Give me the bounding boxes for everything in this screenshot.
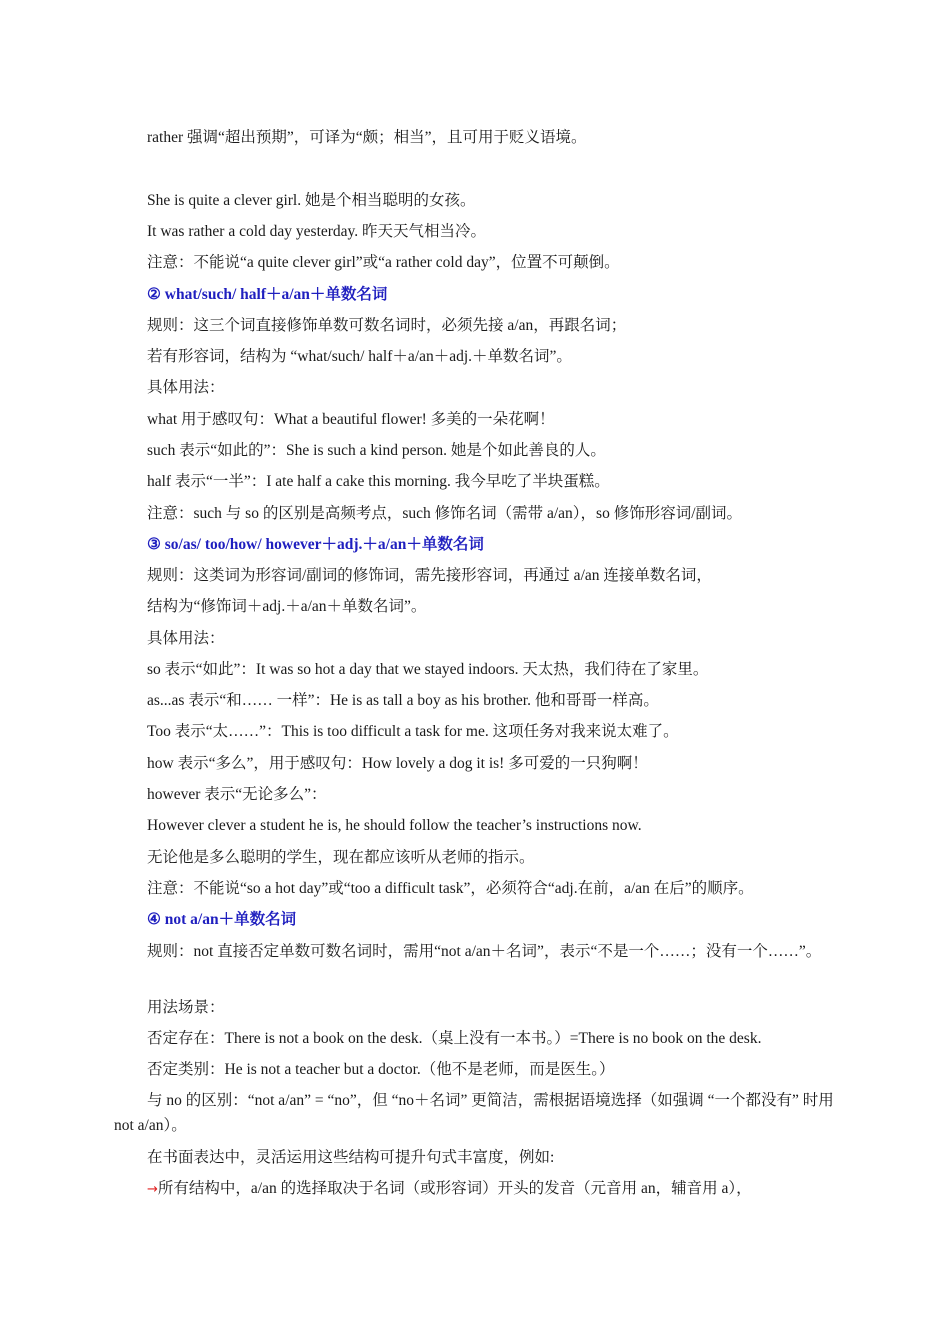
rule-line: 规则：这类词为形容词/副词的修饰词，需先接形容词，再通过 a/an 连接单数名词，	[147, 567, 712, 584]
usage-line: how 表示“多么”，用于感叹句：How lovely a dog it is! 多可爱的一只狗啊！	[147, 755, 648, 772]
section-heading-3: ③ so/as/ too/how/ however＋adj.＋a/an＋单数名词	[147, 536, 484, 553]
bullet-text: 所有结构中，a/an 的选择取决于名词（或形容词）开头的发音（元音用 an，辅音用 a），	[157, 1180, 752, 1197]
usage-line: what 用于感叹句：What a beautiful flower! 多美的一朵花啊！	[147, 411, 555, 428]
usage-line: such 表示“如此的”：She is such a kind person. 她是个如此善良的人。	[147, 442, 606, 459]
rule-line: 若有形容词，结构为 “what/such/ half＋a/an＋adj.＋单数名词”。	[147, 348, 572, 365]
usage-line: so 表示“如此”：It was so hot a day that we stayed indoors. 天太热，我们待在了家里。	[147, 661, 709, 678]
rule-paragraph: 规则：not 直接否定单数可数名词时，需用“not a/an＋名词”，表示“不是一个……；没有一个……”。	[147, 943, 822, 960]
arrow-icon: →	[147, 1182, 158, 1197]
usage-line: Too 表示“太……”：This is too difficult a task for me. 这项任务对我来说太难了。	[147, 723, 679, 740]
usage-label: 具体用法：	[147, 379, 225, 396]
usage-label: 具体用法：	[147, 630, 225, 647]
bullet-line	[147, 1179, 847, 1200]
note-line: 注意：不能说“a quite clever girl”或“a rather cold day”，位置不可颠倒。	[147, 254, 620, 271]
usage-line: however 表示“无论多么”：	[147, 786, 327, 803]
comparison-paragraph: 与 no 的区别：“not a/an” = “no”，但 “no＋名词” 更简洁，需根据语境选择（如强调 “一个都没有” 时用 not a/an）。	[114, 1092, 834, 1134]
rule-line: 结构为“修饰词＋adj.＋a/an＋单数名词”。	[147, 598, 427, 615]
usage-line: as...as 表示“和…… 一样”：He is as tall a boy as his brother. 他和哥哥一样高。	[147, 692, 659, 709]
usage-line: half 表示“一半”：I ate half a cake this morning. 我今早吃了半块蛋糕。	[147, 473, 610, 490]
section-heading-2: ② what/such/ half＋a/an＋单数名词	[147, 286, 388, 303]
summary-line: 在书面表达中，灵活运用这些结构可提升句式丰富度，例如:	[147, 1149, 555, 1166]
usage-line: 否定存在：There is not a book on the desk.（桌上没有一本书。）=There is no book on the desk.	[147, 1030, 762, 1047]
rule-line: 规则：这三个词直接修饰单数可数名词时，必须先接 a/an，再跟名词；	[147, 317, 627, 334]
example-translation: 无论他是多么聪明的学生，现在都应该听从老师的指示。	[147, 849, 535, 866]
example-sentence: It was rather a cold day yesterday. 昨天天气相当冷。	[147, 223, 487, 240]
usage-line: 否定类别：He is not a teacher but a doctor.（他不是老师，而是医生。）	[147, 1061, 615, 1078]
example-sentence: However clever a student he is, he should follow the teacher’s instructions now.	[147, 817, 642, 834]
text-line: rather 强调“超出预期”，可译为“颇；相当”，且可用于贬义语境。	[147, 129, 587, 146]
note-line: 注意：不能说“so a hot day”或“too a difficult task”，必须符合“adj.在前，a/an 在后”的顺序。	[147, 880, 754, 897]
example-sentence: She is quite a clever girl. 她是个相当聪明的女孩。	[147, 192, 476, 209]
note-line: 注意：such 与 so 的区别是高频考点，such 修饰名词（需带 a/an），so 修饰形容词/副词。	[147, 505, 743, 522]
section-heading-4: ④ not a/an＋单数名词	[147, 911, 297, 928]
usage-label: 用法场景：	[147, 999, 225, 1016]
